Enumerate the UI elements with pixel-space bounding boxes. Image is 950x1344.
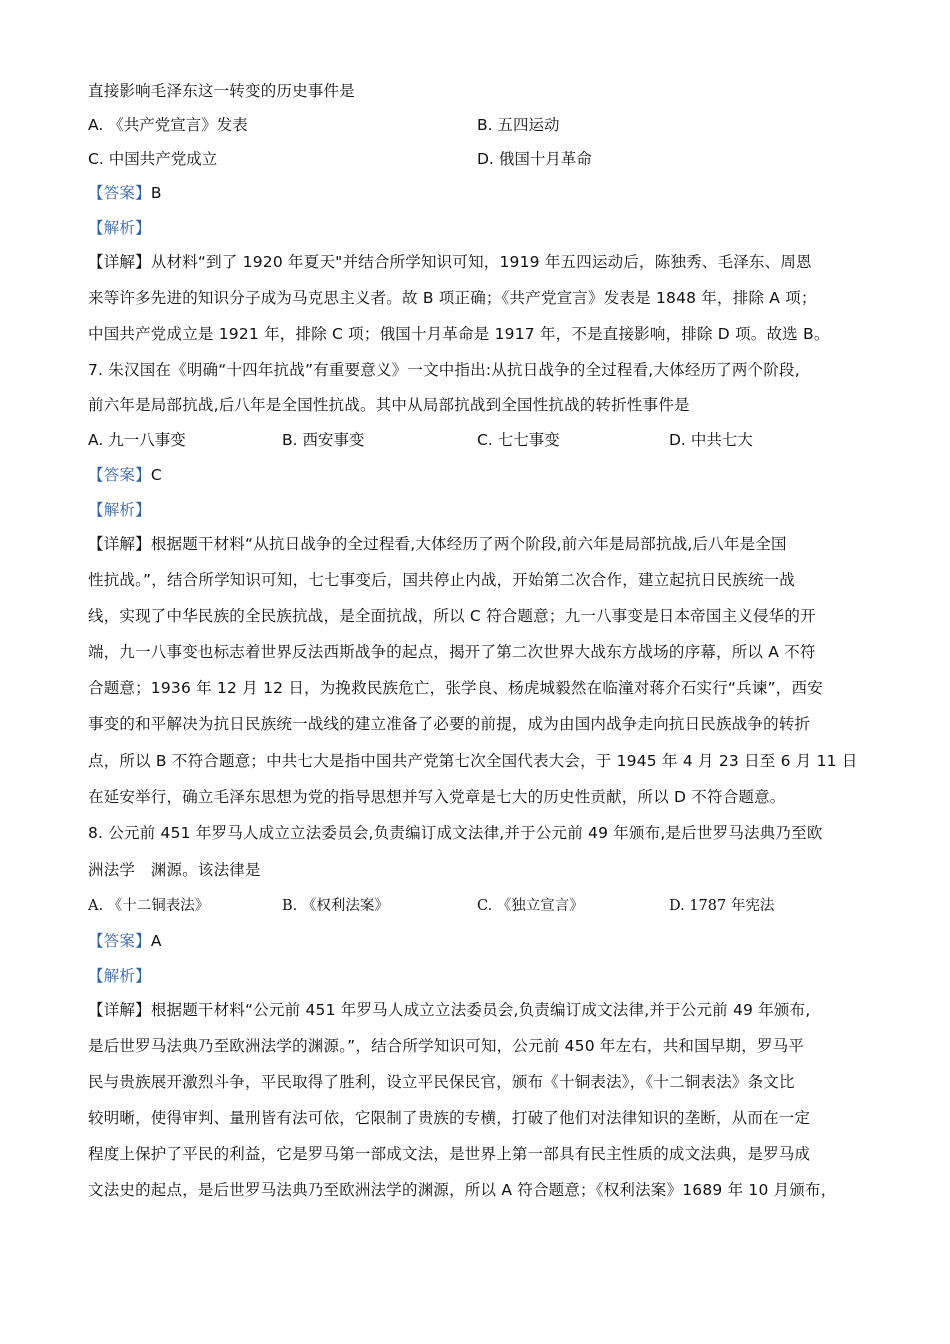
q7-detail-line-6: 事变的和平解决为抗日民族统一战线的建立准备了必要的前提，成为由国内战争走向抗日民族战争的转折: [88, 715, 811, 733]
q7-stem-line-1: 7. 朱汉国在《明确“十四年抗战”有重要意义》一文中指出:从抗日战争的全过程看,大体经历了两个阶段,: [88, 361, 800, 379]
q6-detail-line-3: 中国共产党成立是 1921 年，排除 C 项；俄国十月革命是 1917 年，不是直接影响，排除 D 项。故选 B。: [88, 325, 830, 343]
q7-detail-line-4: 端，九一八事变也标志着世界反法西斯战争的起点，揭开了第二次世界大战东方战场的序幕，所以 A 不符: [88, 643, 816, 661]
q8-answer: 【答案】A: [88, 932, 162, 950]
q7-detail-line-8: 在延安举行，确立毛泽东思想为党的指导思想并写入党章是七大的历史性贡献，所以 D 不符合题意。: [88, 788, 786, 806]
q7-option-c: C. 七七事变: [477, 431, 560, 449]
q8-option-a: A. 《十二铜表法》: [88, 898, 210, 914]
q7-detail-line-2: 性抗战。”，结合所学知识可知，七七事变后，国共停止内战，开始第二次合作，建立起抗日民族统一战: [88, 571, 795, 589]
q8-analysis-tag: 【解析】: [88, 967, 151, 985]
q7-detail-line-1: 【详解】根据题干材料“从抗日战争的全过程看,大体经历了两个阶段,前六年是局部抗战,后八年是全国: [88, 535, 787, 553]
q7-answer: 【答案】C: [88, 466, 162, 484]
q8-detail-line-4: 较明晰，使得审判、量刑皆有法可依，它限制了贵族的专横，打破了他们对法律知识的垄断，从而在一定: [88, 1109, 811, 1127]
answer-tag: 【答案】: [88, 184, 151, 202]
q6-detail-line-2: 来等许多先进的知识分子成为马克思主义者。故 B 项正确；《共产党宣言》发表是 1848 年，排除 A 项；: [88, 289, 817, 307]
q8-detail-line-3: 民与贵族展开激烈斗争，平民取得了胜利，设立平民保民官，颁布《十铜表法》，《十二铜表法》条文比: [88, 1073, 795, 1091]
q8-stem-line-1: 8. 公元前 451 年罗马人成立立法委员会,负责编订成文法律,并于公元前 49 年颁布,是后世罗马法典乃至欧: [88, 824, 823, 842]
q6-option-b: B. 五四运动: [477, 116, 560, 134]
q6-option-c: C. 中国共产党成立: [88, 150, 218, 168]
q8-detail-line-6: 文法史的起点，是后世罗马法典乃至欧洲法学的渊源，所以 A 符合题意；《权利法案》1689 年 10 月颁布，: [88, 1181, 837, 1199]
q8-detail-line-5: 程度上保护了平民的利益，它是罗马第一部成文法，是世界上第一部具有民主性质的成文法典，是罗马成: [88, 1145, 811, 1163]
q8-stem-line-2: 洲法学 渊源。该法律是: [88, 861, 261, 879]
q7-option-d: D. 中共七大: [669, 431, 753, 449]
detail-tag: 【详解】: [88, 253, 151, 271]
detail-tag: 【详解】: [88, 535, 151, 553]
detail-tag: 【详解】: [88, 1001, 151, 1019]
q7-option-b: B. 西安事变: [282, 431, 365, 449]
q8-detail-line-1: 【详解】根据题干材料“公元前 451 年罗马人成立立法委员会,负责编订成文法律,并于公元前 49 年颁布,: [88, 1001, 811, 1019]
q8-option-c: C. 《独立宣言》: [477, 898, 584, 914]
q8-option-d: D. 1787 年宪法: [669, 898, 775, 914]
q7-stem-line-2: 前六年是局部抗战,后八年是全国性抗战。其中从局部抗战到全国性抗战的转折性事件是: [88, 396, 690, 414]
q6-option-a: A. 《共产党宣言》发表: [88, 116, 248, 134]
q6-answer: 【答案】B: [88, 184, 162, 202]
q7-detail-line-7: 点，所以 B 不符合题意；中共七大是指中国共产党第七次全国代表大会，于 1945 年 4 月 23 日至 6 月 11 日: [88, 752, 858, 770]
q7-option-a: A. 九一八事变: [88, 431, 186, 449]
q6-option-d: D. 俄国十月革命: [477, 150, 592, 168]
q8-option-b: B. 《权利法案》: [282, 898, 389, 914]
q7-detail-line-5: 合题意；1936 年 12 月 12 日，为挽救民族危亡，张学良、杨虎城毅然在临潼对蒋介石实行“兵谏”，西安: [88, 679, 823, 697]
q8-detail-line-2: 是后世罗马法典乃至欧洲法学的渊源。”，结合所学知识可知，公元前 450 年左右，共和国早期，罗马平: [88, 1037, 805, 1055]
q7-detail-line-3: 线，实现了中华民族的全民族抗战，是全面抗战，所以 C 符合题意；九一八事变是日本帝国主义侵华的开: [88, 607, 816, 625]
q7-analysis-tag: 【解析】: [88, 501, 151, 519]
q6-stem: 直接影响毛泽东这一转变的历史事件是: [88, 82, 355, 100]
answer-tag: 【答案】: [88, 466, 151, 484]
answer-tag: 【答案】: [88, 932, 151, 950]
q6-analysis-tag: 【解析】: [88, 219, 151, 237]
q6-detail-line-1: 【详解】从材料“到了 1920 年夏天"并结合所学知识可知，1919 年五四运动后，陈独秀、毛泽东、周恩: [88, 253, 812, 271]
